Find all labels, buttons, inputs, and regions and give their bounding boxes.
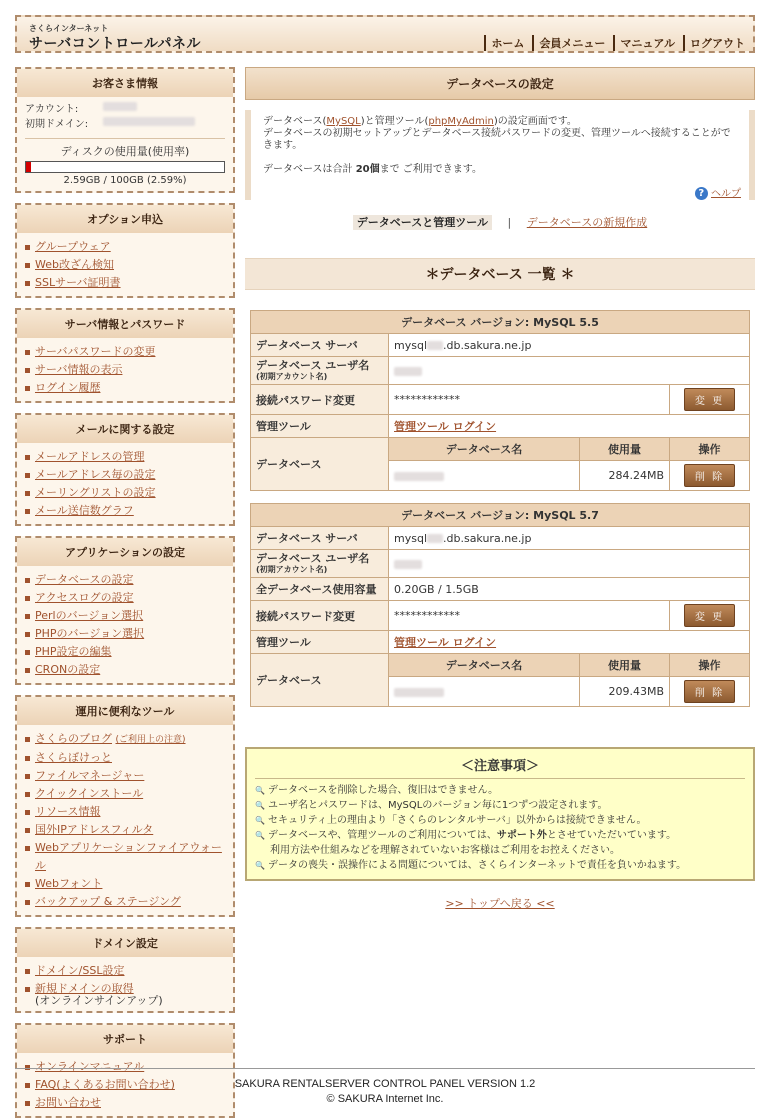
perl-version-link[interactable]: Perlのバージョン選択 xyxy=(35,609,144,622)
sidebar-item-web-tamper xyxy=(23,256,227,274)
db57-db-usage: 209.43MB xyxy=(580,677,670,707)
db57-user-value xyxy=(389,550,750,578)
blog-note-link[interactable]: (ご利用上の注意) xyxy=(115,735,186,745)
server-info-title: サーバ情報とパスワード xyxy=(17,310,233,338)
contact-link[interactable]: お問い合わせ xyxy=(35,1096,101,1109)
db57-admin-tool-login-link[interactable]: 管理ツール ログイン xyxy=(394,636,497,649)
footer xyxy=(15,1068,755,1107)
web-tamper-detect-link[interactable]: Web改ざん検知 xyxy=(35,258,114,271)
sidebar-item-mail-address xyxy=(23,448,227,466)
server-info-box xyxy=(15,308,235,403)
tab-new-database[interactable]: データベースの新規作成 xyxy=(526,216,648,229)
app-settings-title: アプリケーションの設定 xyxy=(17,538,233,566)
db55-pw-label: 接続パスワード変更 xyxy=(251,385,389,415)
new-domain-sub-label: (オンラインサインアップ) xyxy=(35,994,163,1007)
sidebar-item-perl xyxy=(23,607,227,625)
note-item: 🔍 データベースや、管理ツールのご利用については、サポート外とさせていただいています。 利用方法や仕組みなどを理解されていないお客様はご利用をお控えください。 xyxy=(255,828,745,858)
sidebar-item-ip-filter xyxy=(23,821,227,839)
db-tabs xyxy=(245,214,755,230)
sidebar-item-login-history xyxy=(23,379,227,397)
mail-each-setting-link[interactable]: メールアドレス毎の設定 xyxy=(35,468,156,481)
intro-panel xyxy=(245,110,755,200)
support-title: サポート xyxy=(17,1025,233,1053)
db57-delete-button[interactable]: 削 除 xyxy=(684,680,735,703)
sidebar-item-resource-info xyxy=(23,803,227,821)
nav-member-menu-link[interactable]: 会員メニュー xyxy=(532,35,605,51)
help-link-wrap xyxy=(695,187,741,201)
sidebar-item-blog xyxy=(23,730,227,749)
sidebar-item-cron xyxy=(23,661,227,679)
main-content xyxy=(245,67,755,911)
sidebar-item-waf xyxy=(23,839,227,875)
db55-col-op: 操作 xyxy=(670,438,750,461)
nav-home-link[interactable]: ホーム xyxy=(484,35,524,51)
db55-pw-value: ************ xyxy=(389,385,670,415)
php-settings-link[interactable]: PHP設定の編集 xyxy=(35,645,112,658)
note-item: 🔍 セキュリティ上の理由より「さくらのレンタルサーバ」以外からは接続できません。 xyxy=(255,813,745,828)
nav-logout-link[interactable]: ログアウト xyxy=(683,35,745,51)
db57-db-name-redacted xyxy=(389,677,580,707)
initial-domain-redacted xyxy=(103,117,195,126)
note-item: 🔍 ユーザ名とパスワードは、MySQLのバージョン毎に1つずつ設定されます。 xyxy=(255,798,745,813)
resource-info-link[interactable]: リソース情報 xyxy=(35,805,101,818)
login-history-link[interactable]: ログイン履歴 xyxy=(35,381,101,394)
page-title: データベースの設定 xyxy=(245,67,755,100)
db55-db-usage: 284.24MB xyxy=(580,461,670,491)
sidebar-item-database xyxy=(23,571,227,589)
sidebar-item-quick-install xyxy=(23,785,227,803)
php-version-link[interactable]: PHPのバージョン選択 xyxy=(35,627,145,640)
sidebar-item-web-font xyxy=(23,875,227,893)
new-domain-link[interactable]: 新規ドメインの取得 xyxy=(35,982,134,995)
db57-col-name: データベース名 xyxy=(389,654,580,677)
tools-box xyxy=(15,695,235,917)
mail-settings-title: メールに関する設定 xyxy=(17,415,233,443)
sidebar-item-pocket xyxy=(23,749,227,767)
customer-info-title: お客さま情報 xyxy=(17,69,233,97)
mail-graph-link[interactable]: メール送信数グラフ xyxy=(35,504,134,517)
tools-title: 運用に便利なツール xyxy=(17,697,233,725)
access-log-link[interactable]: アクセスログの設定 xyxy=(35,591,134,604)
db55-database-label: データベース xyxy=(251,438,389,491)
db55-user-label: データベース ユーザ名 xyxy=(256,359,370,372)
note-item: 🔍 データの喪失・誤操作による問題については、さくらインターネットで責任を負いかねます。 xyxy=(255,858,745,873)
db-table-mysql57 xyxy=(250,503,750,707)
sidebar-item-mail-each xyxy=(23,466,227,484)
ip-filter-link[interactable]: 国外IPアドレスフィルタ xyxy=(35,823,154,836)
tab-db-and-tools[interactable]: データベースと管理ツール xyxy=(353,215,492,230)
db-limit-text: データベースは合計 20個まで ご利用できます。 xyxy=(263,164,482,175)
db-table-mysql55 xyxy=(250,310,750,491)
mysql-link[interactable]: MySQL xyxy=(326,116,361,127)
mailing-list-link[interactable]: メーリングリストの設定 xyxy=(35,486,156,499)
db55-col-name: データベース名 xyxy=(389,438,580,461)
sidebar-item-backup xyxy=(23,893,227,911)
top-nav xyxy=(484,35,745,51)
db55-server-label: データベース サーバ xyxy=(251,334,389,357)
note-item: 🔍 データベースを削除した場合、復旧はできません。 xyxy=(255,783,745,798)
file-manager-link[interactable]: ファイルマネージャー xyxy=(35,769,145,782)
db55-user-value xyxy=(389,357,750,385)
ssl-cert-link[interactable]: SSLサーバ証明書 xyxy=(35,276,121,289)
sidebar-item-groupware xyxy=(23,238,227,256)
db57-total-label: 全データベース使用容量 xyxy=(251,578,389,601)
sidebar-item-php-version xyxy=(23,625,227,643)
sidebar-item-mailing-list xyxy=(23,484,227,502)
sidebar-item-ssl-cert xyxy=(23,274,227,292)
db55-col-usage: 使用量 xyxy=(580,438,670,461)
db55-change-password-button[interactable]: 変 更 xyxy=(684,388,735,411)
sidebar-item-new-domain xyxy=(23,980,227,1007)
db57-caption: データベース バージョン: MySQL 5.7 xyxy=(251,504,750,527)
sidebar-item-domain-ssl xyxy=(23,962,227,980)
groupware-link[interactable]: グループウェア xyxy=(35,240,111,253)
waf-link[interactable]: Webアプリケーションファイアウォール xyxy=(35,841,222,872)
disk-usage-label: ディスクの使用量(使用率) xyxy=(25,138,225,159)
logo-small-text: さくらインターネット xyxy=(29,24,109,33)
customer-info-box xyxy=(15,67,235,193)
faq-link[interactable]: FAQ(よくあるお問い合わせ) xyxy=(35,1078,175,1091)
db57-pw-value: ************ xyxy=(389,601,670,631)
footer-version: SAKURA RENTALSERVER CONTROL PANEL VERSION 1.2 xyxy=(234,1078,536,1090)
footer-copyright: © SAKURA Internet Inc. xyxy=(326,1093,444,1105)
db57-user-label: データベース ユーザ名 xyxy=(256,552,370,565)
domain-ssl-link[interactable]: ドメイン/SSL設定 xyxy=(35,964,125,977)
server-password-link[interactable]: サーバパスワードの変更 xyxy=(35,345,156,358)
backup-staging-link[interactable]: バックアップ & ステージング xyxy=(35,895,181,908)
database-settings-link[interactable]: データベースの設定 xyxy=(35,573,134,586)
db57-col-usage: 使用量 xyxy=(580,654,670,677)
db57-total-value: 0.20GB / 1.5GB xyxy=(389,578,750,601)
mail-settings-box xyxy=(15,413,235,526)
app-settings-box xyxy=(15,536,235,685)
disk-usage-bar xyxy=(25,161,225,173)
db55-user-sub-label: (初期アカウント名) xyxy=(256,372,328,381)
sidebar-item-php-settings xyxy=(23,643,227,661)
db57-pw-label: 接続パスワード変更 xyxy=(251,601,389,631)
header-bar xyxy=(15,15,755,53)
sidebar-item-server-password xyxy=(23,343,227,361)
initial-domain-label: 初期ドメイン: xyxy=(25,119,89,130)
notes-title: ＜注意事項＞ xyxy=(255,755,745,779)
server-info-link[interactable]: サーバ情報の表示 xyxy=(35,363,123,376)
sidebar-item-access-log xyxy=(23,589,227,607)
cron-settings-link[interactable]: CRONの設定 xyxy=(35,663,101,676)
web-font-link[interactable]: Webフォント xyxy=(35,877,103,890)
logo-main-text: サーバコントロールパネル xyxy=(29,36,202,52)
nav-manual-link[interactable]: マニュアル xyxy=(613,35,675,51)
notes-box xyxy=(245,747,755,881)
account-value-redacted xyxy=(103,102,137,111)
db55-db-name-redacted xyxy=(389,461,580,491)
help-link[interactable]: ヘルプ xyxy=(711,188,741,199)
domain-settings-title: ドメイン設定 xyxy=(17,929,233,957)
pocket-link[interactable]: さくらぼけっと xyxy=(35,751,112,764)
db57-tool-label: 管理ツール xyxy=(251,631,389,654)
sidebar-item-server-info xyxy=(23,361,227,379)
options-title: オプション申込 xyxy=(17,205,233,233)
db57-col-op: 操作 xyxy=(670,654,750,677)
db55-admin-tool-login-link[interactable]: 管理ツール ログイン xyxy=(394,420,497,433)
sidebar xyxy=(15,67,235,1118)
db-list-title: ＊データベース 一覧 ＊ xyxy=(245,258,755,290)
disk-usage-fill xyxy=(26,162,31,172)
db55-tool-label: 管理ツール xyxy=(251,415,389,438)
help-icon[interactable]: ? xyxy=(695,187,708,200)
tab-separator: | xyxy=(507,216,512,229)
db57-server-label: データベース サーバ xyxy=(251,527,389,550)
db55-caption: データベース バージョン: MySQL 5.5 xyxy=(251,311,750,334)
db57-user-sub-label: (初期アカウント名) xyxy=(256,565,328,574)
disk-usage-text: 2.59GB / 100GB (2.59%) xyxy=(63,175,187,186)
mail-address-link[interactable]: メールアドレスの管理 xyxy=(35,450,145,463)
account-label: アカウント: xyxy=(25,104,79,115)
online-manual-link[interactable]: オンラインマニュアル xyxy=(35,1060,145,1073)
phpmyadmin-link[interactable]: phpMyAdmin xyxy=(428,116,494,127)
sidebar-item-mail-graph xyxy=(23,502,227,520)
db57-database-label: データベース xyxy=(251,654,389,707)
sidebar-item-file-manager xyxy=(23,767,227,785)
domain-settings-box xyxy=(15,927,235,1013)
intro-text: データベース(MySQL)と管理ツール(phpMyAdmin)の設定画面です。 データベースの初期セットアップとデータベース接続パスワードの変更、管理ツールへ接続することができます。 xyxy=(263,116,731,151)
db57-change-password-button[interactable]: 変 更 xyxy=(684,604,735,627)
blog-link[interactable]: さくらのブログ xyxy=(35,732,112,745)
db55-delete-button[interactable]: 削 除 xyxy=(684,464,735,487)
db55-server-value: mysql .db.sakura.ne.jp xyxy=(389,334,750,357)
back-to-top-link[interactable]: >> トップへ戻る << xyxy=(445,897,555,910)
quick-install-link[interactable]: クイックインストール xyxy=(35,787,144,800)
options-box xyxy=(15,203,235,298)
db57-server-value: mysql .db.sakura.ne.jp xyxy=(389,527,750,550)
